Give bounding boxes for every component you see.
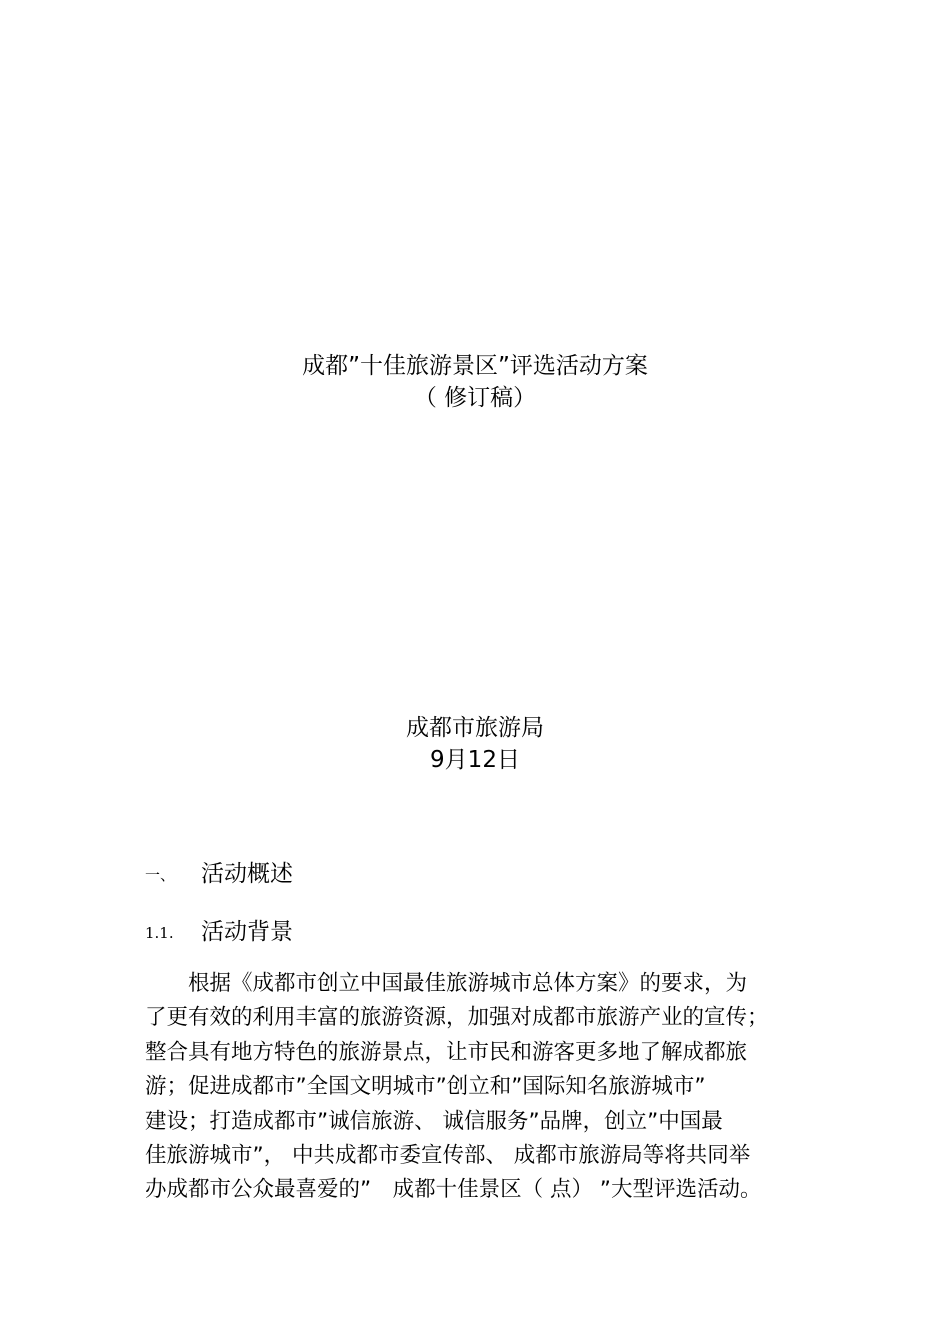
section-heading-1: [145, 855, 293, 888]
title-block: [0, 350, 950, 414]
section-number: 一、: [145, 866, 176, 884]
paragraph-line: 整合具有地方特色的旅游景点，让市民和游客更多地了解成都旅: [145, 1039, 748, 1065]
section-title: 活动背景: [201, 919, 293, 945]
section-heading-1-1: [145, 913, 293, 946]
document-date: 9月12日: [430, 747, 520, 773]
section-number: 1.1.: [145, 923, 174, 942]
paragraph-line: 游；促进成都市”全国文明城市”创立和”国际知名旅游城市”: [145, 1074, 706, 1100]
paragraph-line: 办成都市公众最喜爱的” 成都十佳景区（ 点） ”大型评选活动。: [145, 1177, 762, 1203]
paragraph-line: 建设；打造成都市”诚信旅游、 诚信服务”品牌，创立”中国最: [145, 1108, 723, 1134]
background-paragraph: [145, 967, 810, 1208]
author-block: [0, 712, 950, 776]
paragraph-line: 根据《成都市创立中国最佳旅游城市总体方案》的要求，为: [145, 971, 748, 996]
document-title: 成都”十佳旅游景区”评选活动方案: [302, 353, 648, 379]
section-title: 活动概述: [201, 861, 293, 887]
paragraph-line: 佳旅游城市”， 中共成都市委宣传部、 成都市旅游局等将共同举: [145, 1143, 751, 1169]
document-author: 成都市旅游局: [406, 715, 544, 741]
document-subtitle: （ 修订稿）: [413, 385, 537, 411]
paragraph-line: 了更有效的利用丰富的旅游资源，加强对成都市旅游产业的宣传；: [145, 1005, 769, 1031]
